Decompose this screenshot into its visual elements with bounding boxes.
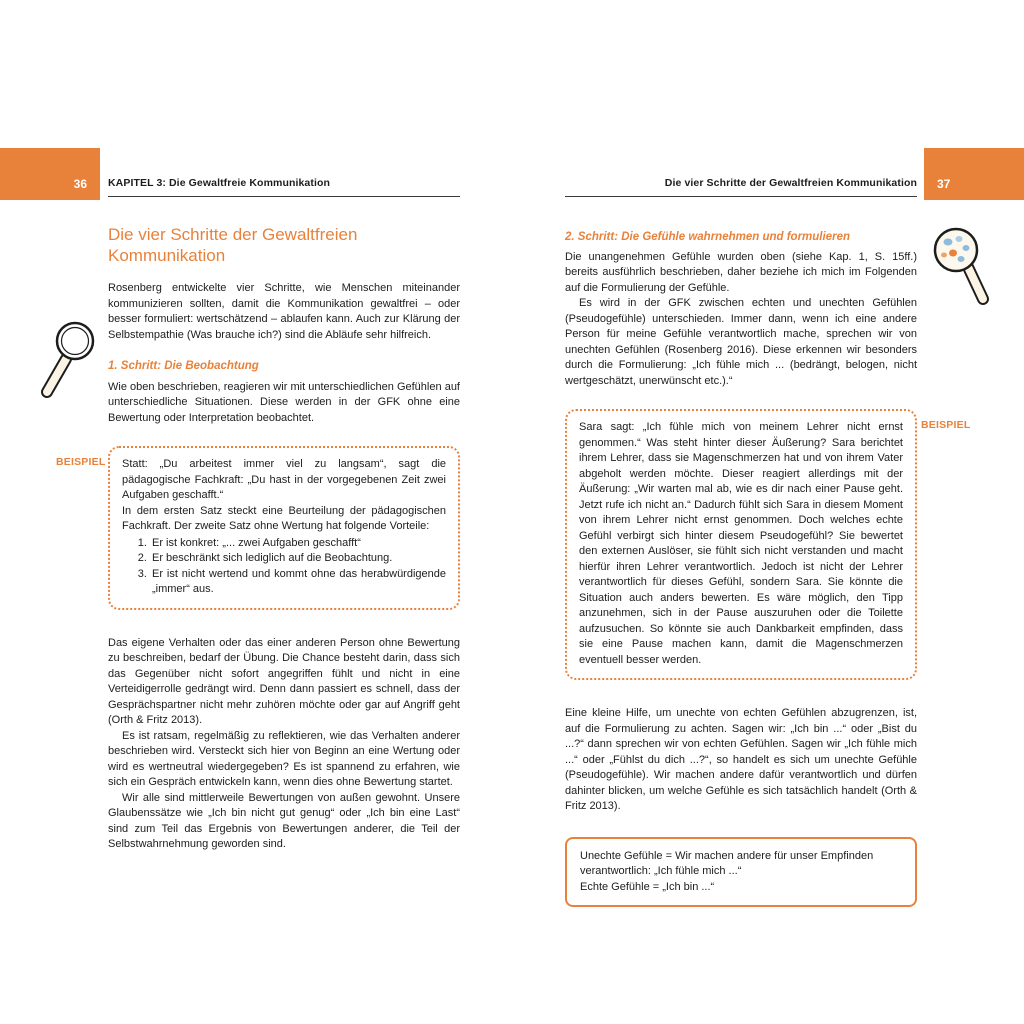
body-paragraph: Es wird in der GFK zwischen echten und unechten Gefühlen (Pseudogefühle) unterschieden. Immer dann, wenn ich eine andere Person für meine Gefühle verantwortlich mache, sprechen wir von unechten Gefühlen (Rosenberg 2016). Diese erkennen wir besonders durch die Formulierung: „Ich fühle mich ... (bedrängt, belogen, nicht wertgeschätzt, unerwünscht etc.).“ bbox=[565, 297, 917, 387]
running-head-right-text: Die vier Schritte der Gewaltfreien Kommunikation bbox=[664, 177, 917, 189]
example-list-item: 2. Er beschränkt sich lediglich auf die Beobachtung. bbox=[150, 551, 446, 567]
intro-paragraph: Rosenberg entwickelte vier Schritte, wie Menschen miteinander kommunizieren sollten, damit die Kommunikation gewaltfrei – oder besser formuliert: wertschätzend – ablaufen kann. Auch zur Klärung der Selbstempathie (Was brauche ich?) sind die Abläufe sehr hilfreich. bbox=[108, 282, 460, 341]
left-page-column bbox=[56, 224, 460, 853]
example-text: Sara sagt: „Ich fühle mich von meinem Lehrer nicht ernst genommen.“ Was steht hinter dieser Äußerung? Sara berichtet ihrem Lehrer, dass sie Magenschmerzen hat und von ihrem Vater abgeholt werden möchte. Dieser reagiert allerdings mit der Äußerung: „Wir warten mal ab, wie es dir nach einer Pause geht. Jetzt rufe ich nicht an.“ Dadurch fühlt sich Sara in diesem Moment von ihrem Lehrer nicht ernst genommen. Doch welches echte Gefühl verbirgt sich hinter diesem Pseudogefühl? Sie bewertet den externen Auslöser, sie fühlt sich nicht verstanden und macht hierfür ihren Lehrer verantwortlich. Jedoch ist nicht der Lehrer verantwortlich für dieses Gefühl, sondern Sara. Sie könnte die Situation auch anders bewerten. Es wäre möglich, den Tipp anzunehmen, sich in der Pause auszuruhen oder die Toilette aufzusuchen. So könnte sie auch Dankbarkeit empfinden, dass sie eine Pause machen kann, damit die Magenschmerzen eventuell besser werden. bbox=[579, 421, 903, 666]
example-intro: Statt: „Du arbeitest immer viel zu langsam“, sagt die pädagogische Fachkraft: „Du hast in der vorgegebenen Zeit zwei Aufgaben geschafft.“ bbox=[122, 458, 446, 501]
example-box-right bbox=[565, 409, 971, 680]
running-head-left-text: KAPITEL 3: Die Gewaltfreie Kommunikation bbox=[108, 177, 331, 189]
beispiel-label-left: BEISPIEL bbox=[56, 456, 106, 468]
beispiel-label-right: BEISPIEL bbox=[921, 419, 971, 431]
body-paragraph: Das eigene Verhalten oder das einer anderen Person ohne Bewertung zu beschreiben, bedarf der Übung. Die Chance besteht darin, dass sich das Gegenüber nicht sofort angegriffen fühlt und nicht in eine Verteidigerrolle gedrängt wird. Denn dann passiert es schnell, dass der Gesprächspartner nicht mehr zuhören möchte oder gar auf Angriff geht (Orth & Fritz 2013). bbox=[108, 636, 460, 726]
step1-text: Wie oben beschrieben, reagieren wir mit unterschiedlichen Gefühlen auf unterschiedliche Situationen. Diese werden in der GFK ohne eine Bewertung oder Interpretation beobachtet. bbox=[108, 380, 460, 424]
step1-heading: 1. Schritt: Die Beobachtung bbox=[108, 360, 259, 372]
page-title: Die vier Schritte der Gewaltfreien Kommunikation bbox=[108, 225, 358, 265]
body-paragraph: Es ist ratsam, regelmäßig zu reflektieren, wie das Verhalten anderer beschrieben wird. Versteckt sich hier von Beginn an eine Wertung oder wird es wertneutral wiedergegeben? Es ist spannend zu erfahren, wie sich ein Gespräch entwickeln kann, wenn dies ohne Bewertung startet. bbox=[108, 729, 460, 788]
body-paragraph: Die unangenehmen Gefühle wurden oben (siehe Kap. 1, S. 15ff.) bereits ausführlich beschrieben, daher beziehe ich mich im Folgenden auf die Formulierung der Gefühle. bbox=[565, 250, 917, 294]
definition-line: Echte Gefühle = „Ich bin ...“ bbox=[580, 880, 715, 893]
running-head-left bbox=[108, 150, 460, 197]
definition-box bbox=[565, 837, 917, 908]
example-list-item: 1. Er ist konkret: „... zwei Aufgaben geschafft“ bbox=[150, 536, 446, 552]
example-box-left bbox=[56, 446, 460, 610]
body-paragraph: Wir alle sind mittlerweile Bewertungen von außen gewohnt. Unsere Glaubenssätze wie „Ich bin nicht gut genug“ oder „Ich bin eine Last“ sind zum Teil das Ergebnis von Bewertungen anderer, die Teil der Selbstwahrnehmung geworden sind. bbox=[108, 791, 460, 850]
running-head-right bbox=[565, 150, 917, 197]
page-number-tab-left bbox=[0, 148, 100, 200]
definition-line: Unechte Gefühle = Wir machen andere für unser Empfinden verantwortlich: „Ich fühle mich ...“ bbox=[580, 849, 874, 877]
magnifier-sketch-icon bbox=[30, 316, 100, 409]
magnifier-dots-icon bbox=[926, 222, 996, 319]
example-lead-in: In dem ersten Satz steckt eine Beurteilung der pädagogischen Fachkraft. Der zweite Satz ohne Wertung hat folgende Vorteile: bbox=[122, 504, 446, 532]
page-number-left: 36 bbox=[73, 177, 87, 191]
right-page-column bbox=[565, 230, 971, 907]
step2-heading: 2. Schritt: Die Gefühle wahrnehmen und formulieren bbox=[565, 231, 850, 243]
example-list bbox=[122, 536, 446, 598]
page-number-right: 37 bbox=[937, 177, 951, 191]
body-paragraph: Eine kleine Hilfe, um unechte von echten Gefühlen abzugrenzen, ist, auf die Formulierung zu achten. Sagen wir: „Ich bin ...“ oder „Bist du ...?“ dann sprechen wir von echten Gefühlen. Sagen wir „Ich fühle mich ...“ oder „Fühlst du dich ...?“, so handelt es sich um unechte Gefühle (Pseudogefühle). Wir machen andere dafür verantwortlich und dürfen dahinter blicken, um welche Gefühle es sich tatsächlich handelt (Orth & Fritz 2013). bbox=[565, 707, 917, 812]
page-number-tab-right bbox=[924, 148, 1024, 200]
example-list-item: 3. Er ist nicht wertend und kommt ohne das herabwürdigende „immer“ aus. bbox=[150, 567, 446, 598]
